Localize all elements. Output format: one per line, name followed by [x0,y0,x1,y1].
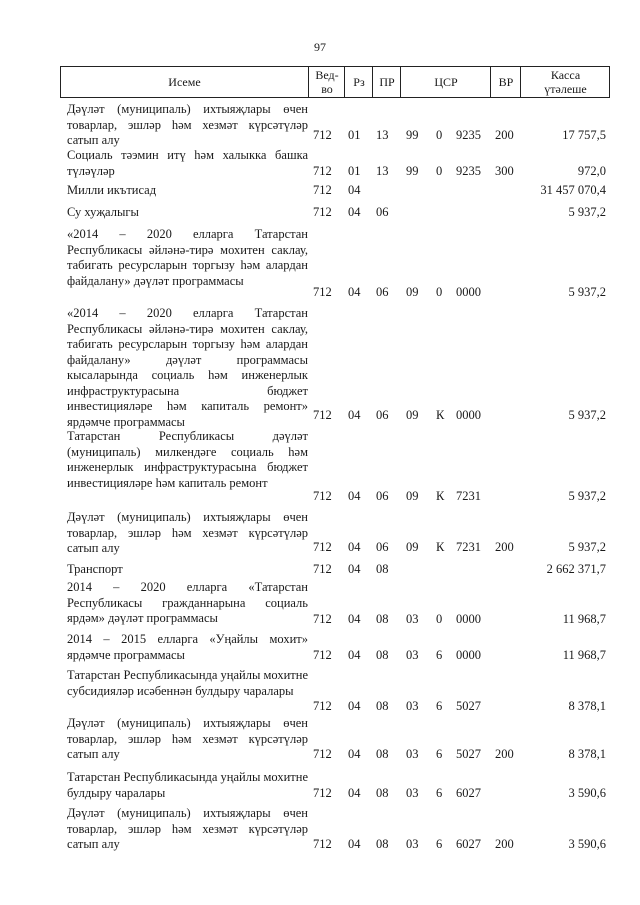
row-name: Милли икътисад [67,183,157,197]
header-name: Исеме [168,75,201,89]
row-ved: 712 [313,540,332,554]
row-csr-program: 03 [406,786,419,800]
row-pr: 06 [376,205,389,219]
row-amount: 5 937,2 [568,489,606,503]
row-csr-direction: 7231 [456,540,481,554]
row-name: Су хуҗалыгы [67,205,139,219]
row-csr-direction: 9235 [456,164,481,178]
row-ved: 712 [313,747,332,761]
row-csr-program: 03 [406,612,419,626]
row-csr-program: 09 [406,408,419,422]
header-vr: ВР [490,67,521,97]
row-csr-direction: 0000 [456,285,481,299]
row-rz: 04 [348,837,361,851]
row-vr: 200 [495,540,514,554]
row-csr-subprogram: 0 [436,612,443,626]
row-pr: 08 [376,562,389,576]
row-rz: 04 [348,747,361,761]
row-ved: 712 [313,562,332,576]
row-csr-program: 09 [406,285,419,299]
row-name: Татарстан Республикасында уңайлы мохитне булдыру чаралары [67,770,308,800]
row-csr-subprogram: 6 [436,837,443,851]
row-ved: 712 [313,128,332,142]
row-rz: 04 [348,408,361,422]
row-amount: 2 662 371,7 [546,562,606,576]
row-csr-direction: 6027 [456,786,481,800]
row-csr-subprogram: К [436,408,445,422]
row-ved: 712 [313,786,332,800]
row-pr: 08 [376,699,389,713]
row-rz: 04 [348,612,361,626]
header-amount: Касса үтәлеше [520,67,610,97]
row-name: Дәүләт (муниципаль) ихтыяҗлары өчен товарлар, эшләр һәм хезмәт күрсәтүләр сатып алу [67,102,308,147]
row-rz: 04 [348,489,361,503]
row-csr-subprogram: 6 [436,747,443,761]
row-ved: 712 [313,612,332,626]
row-csr-subprogram: 6 [436,786,443,800]
row-csr-subprogram: 0 [436,285,443,299]
row-vr: 200 [495,128,514,142]
row-amount: 11 968,7 [562,612,606,626]
row-amount: 11 968,7 [562,648,606,662]
row-amount: 3 590,6 [568,786,606,800]
row-rz: 04 [348,183,361,197]
row-ved: 712 [313,648,332,662]
row-csr-program: 03 [406,648,419,662]
row-csr-direction: 0000 [456,408,481,422]
row-csr-subprogram: 6 [436,648,443,662]
row-pr: 08 [376,648,389,662]
row-amount: 5 937,2 [568,205,606,219]
row-pr: 06 [376,408,389,422]
row-amount: 972,0 [577,164,606,178]
row-pr: 08 [376,786,389,800]
row-csr-direction: 0000 [456,612,481,626]
row-csr-direction: 6027 [456,837,481,851]
row-csr-subprogram: К [436,540,445,554]
row-csr-subprogram: 0 [436,164,443,178]
row-csr-direction: 0000 [456,648,481,662]
row-amount: 8 378,1 [568,699,606,713]
row-csr-direction: 5027 [456,699,481,713]
row-name: Дәүләт (муниципаль) ихтыяҗлары өчен товарлар, эшләр һәм хезмәт күрсәтүләр сатып алу [67,806,308,851]
row-vr: 200 [495,747,514,761]
row-rz: 04 [348,786,361,800]
row-csr-subprogram: 6 [436,699,443,713]
row-ved: 712 [313,408,332,422]
row-pr: 08 [376,612,389,626]
row-name: 2014 – 2020 елларга «Татарстан Республикасы гражданнарына социаль ярдәм» дәүләт программасы [67,580,308,625]
row-pr: 06 [376,285,389,299]
row-pr: 13 [376,164,389,178]
row-csr-subprogram: 0 [436,128,443,142]
row-rz: 04 [348,699,361,713]
row-name: «2014 – 2020 елларга Татарстан Республикасы әйләнә-тирә мохитен саклау, табигать ресурсларын торгызу һәм алардан файдалану» дәүләт программасы кысаларында социаль һәм инженерлык инфраструктурасына бюджет инвестицияләре һәм капиталь ремонт» ярдәмче программасы [67,306,308,429]
row-rz: 04 [348,285,361,299]
row-csr-program: 03 [406,747,419,761]
row-pr: 08 [376,747,389,761]
row-csr-direction: 5027 [456,747,481,761]
row-vr: 300 [495,164,514,178]
row-rz: 04 [348,205,361,219]
row-amount: 5 937,2 [568,540,606,554]
row-ved: 712 [313,489,332,503]
row-name: Татарстан Республикасында уңайлы мохитне субсидияләр исәбеннән булдыру чаралары [67,668,308,698]
row-ved: 712 [313,183,332,197]
row-amount: 31 457 070,4 [540,183,606,197]
row-pr: 06 [376,489,389,503]
row-amount: 5 937,2 [568,408,606,422]
header-pr: ПР [372,67,401,97]
row-rz: 01 [348,128,361,142]
page-number: 97 [314,40,326,54]
row-name: 2014 – 2015 елларга «Уңайлы мохит» ярдәмче программасы [67,632,308,662]
row-rz: 04 [348,540,361,554]
row-rz: 01 [348,164,361,178]
row-ved: 712 [313,699,332,713]
row-csr-program: 03 [406,837,419,851]
row-name: Транспорт [67,562,123,576]
row-amount: 3 590,6 [568,837,606,851]
row-csr-direction: 7231 [456,489,481,503]
row-csr-program: 99 [406,164,419,178]
row-name: Татарстан Республикасы дәүләт (муниципаль) милкендәге социаль һәм инженерлык инфраструктурасына бюджет инвестицияләре һәм капиталь ремонт [67,429,308,490]
header-rz: Рз [344,67,373,97]
header-ved: Вед- во [308,67,345,97]
row-pr: 08 [376,837,389,851]
row-rz: 04 [348,648,361,662]
row-csr-program: 09 [406,540,419,554]
row-csr-program: 09 [406,489,419,503]
row-name: Дәүләт (муниципаль) ихтыяҗлары өчен товарлар, эшләр һәм хезмәт күрсәтүләр сатып алу [67,716,308,761]
header-csr: ЦСР [400,67,491,97]
row-pr: 13 [376,128,389,142]
row-amount: 17 757,5 [562,128,606,142]
row-pr: 06 [376,540,389,554]
row-ved: 712 [313,205,332,219]
row-csr-program: 99 [406,128,419,142]
row-csr-program: 03 [406,699,419,713]
row-ved: 712 [313,285,332,299]
row-vr: 200 [495,837,514,851]
row-name: Дәүләт (муниципаль) ихтыяҗлары өчен товарлар, эшләр һәм хезмәт күрсәтүләр сатып алу [67,510,308,555]
row-csr-direction: 9235 [456,128,481,142]
row-csr-subprogram: К [436,489,445,503]
row-amount: 8 378,1 [568,747,606,761]
row-amount: 5 937,2 [568,285,606,299]
row-ved: 712 [313,837,332,851]
row-ved: 712 [313,164,332,178]
row-rz: 04 [348,562,361,576]
row-name: Социаль тәэмин итү һәм халыкка башка түләүләр [67,148,308,178]
row-name: «2014 – 2020 елларга Татарстан Республикасы әйләнә-тирә мохитен саклау, табигать ресурсларын торгызу һәм алардан файдалану» дәүләт программасы [67,227,308,288]
